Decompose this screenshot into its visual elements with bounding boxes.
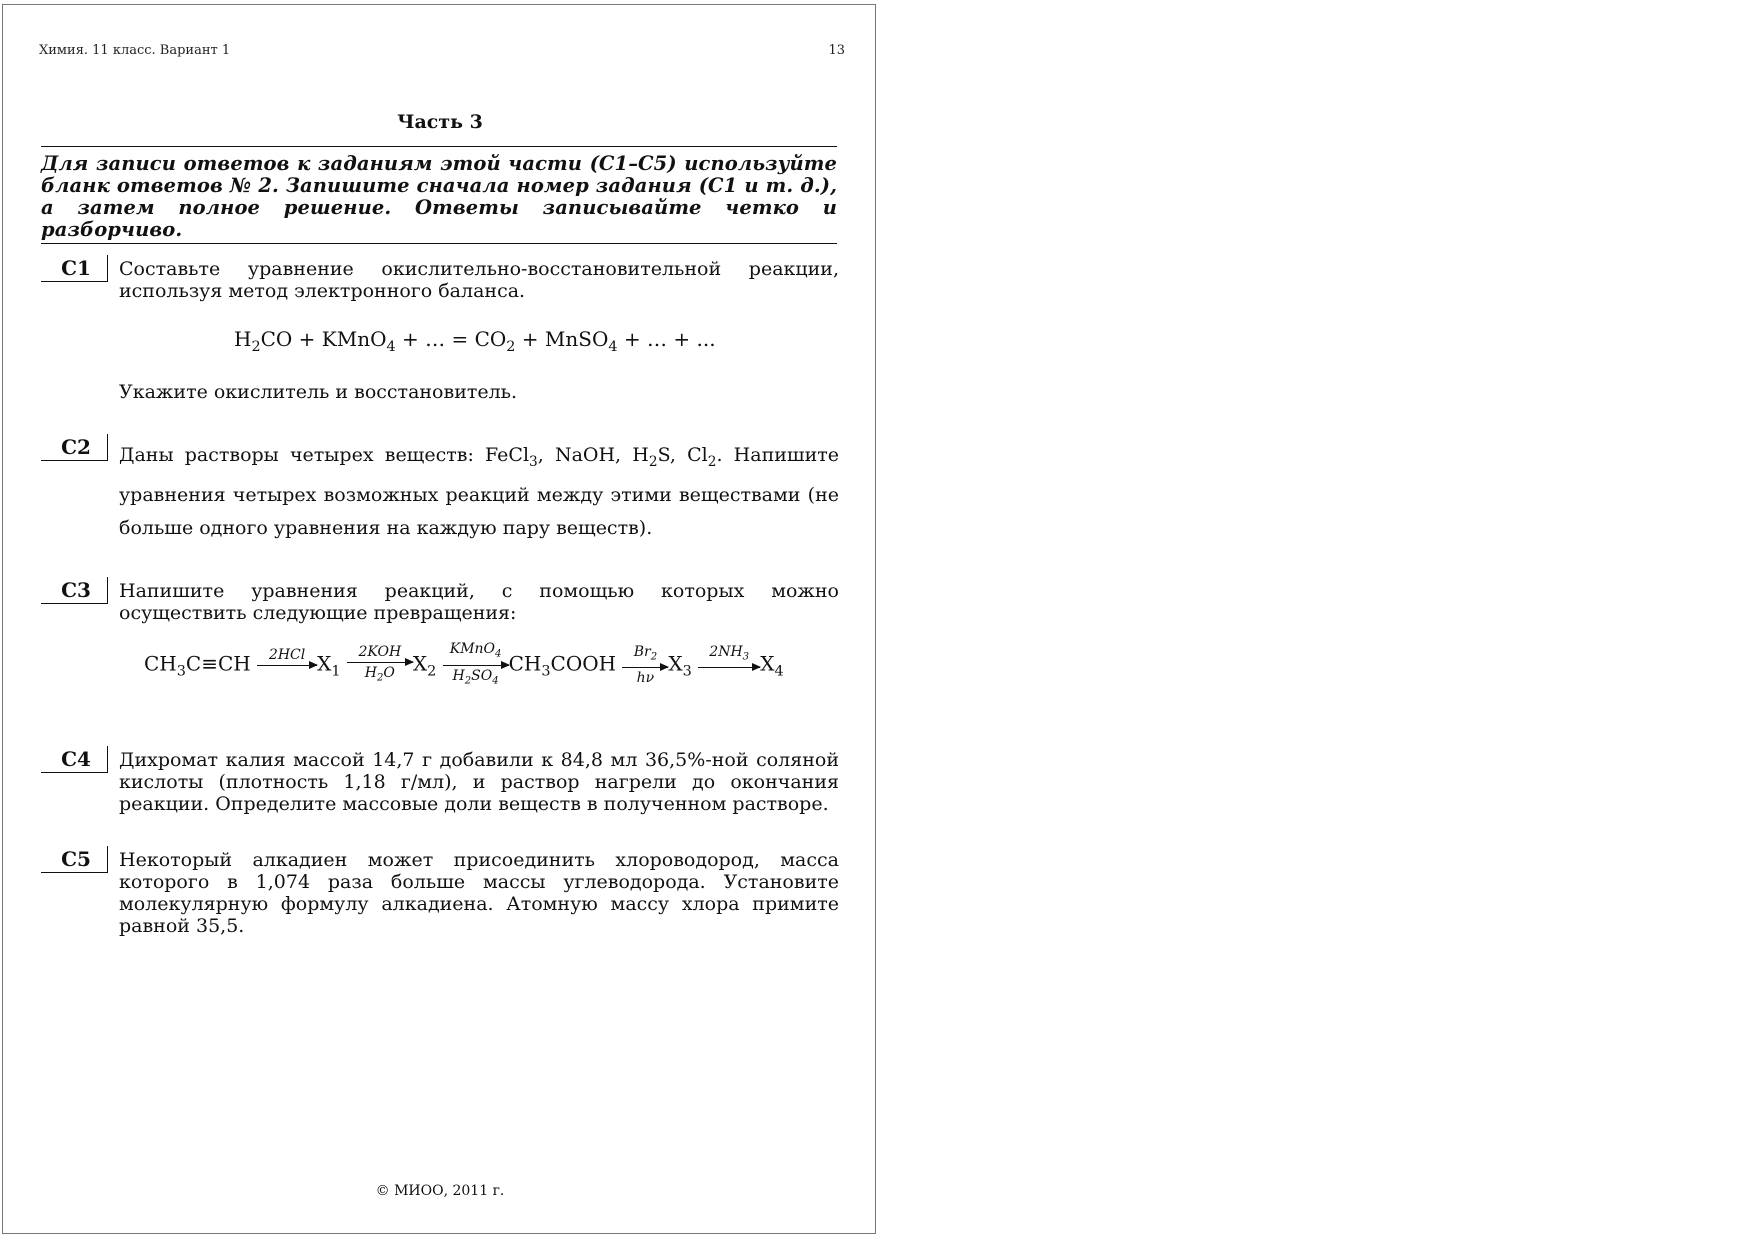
task-c1-note: Укажите окислитель и восстановитель. [119, 381, 518, 403]
arrow-kmno4: KMnO$_4$ $H_2SO_4$ [443, 641, 509, 689]
exam-page [2, 4, 876, 1234]
instructions-bottom-rule [41, 243, 837, 244]
instructions-line-4: разборчиво. [41, 218, 183, 241]
task-c5-text: Некоторый алкадиен может присоединить хлороводород, масса которого в 1,074 раза больше массы углеводорода. Установите молекулярную формулу алкадиена. Атомную массу хлора примите равной 35,5. [119, 849, 839, 937]
instructions-line-2: бланк ответов № 2. Запишите сначала номер задания (С1 и т. д.), [41, 174, 837, 197]
task-label-c4: С4 [41, 746, 108, 773]
task-c1-equation: $H_2CO$ + KMnO$_4$ + … = $CO_2$ + MnSO$_4$ + … + ... [234, 327, 716, 356]
task-c3-text: Напишите уравнения реакций, с помощью которых можно осуществить следующие превращения: [119, 580, 839, 624]
instructions-line-1: Для записи ответов к заданиям этой части (С1–С5) используйте [41, 152, 837, 175]
instructions-top-rule [41, 146, 837, 147]
task-label-c2: С2 [41, 434, 108, 461]
task-label-c5: С5 [41, 846, 108, 873]
page-number: 13 [828, 43, 845, 58]
arrow-koh: 2KOH $H_2O$ [347, 644, 413, 687]
instructions-line-3: а затем полное решение. Ответы записывайте четко и [41, 196, 837, 219]
arrow-br2: $\frac{Br_2}{h\nu}$ [622, 644, 668, 687]
arrow-nh3: $2NH_3$ [698, 644, 760, 687]
task-label-c1: С1 [41, 255, 108, 282]
task-c2-text: Даны растворы четырех веществ: FeCl$_3$, NaOH, $H_2S$, $Cl_2$. Напишите уравнения четырех возможных реакций между этими веществами (не больше одного уравнения на каждую пару веществ). [119, 444, 839, 539]
instructions [41, 153, 837, 241]
task-label-c3: С3 [41, 577, 108, 604]
task-c1-text: Составьте уравнение окислительно-восстановительной реакции, используя метод электронного баланса. [119, 258, 839, 302]
task-c3-chain: $CH_3C\equiv CH$ 2HCl $X_1$ 2KOH $H_2O$ $X_2$ KMnO$_4$ $H_2SO_4$ $CH_3COOH$ $\frac{Br_2}{h\nu}$ $X_3$ $2NH_3$ $X_4$ [144, 641, 784, 689]
footer-copyright: © МИОО, 2011 г. [375, 1183, 505, 1199]
task-c4-text: Дихромат калия массой 14,7 г добавили к 84,8 мл 36,5%-ной соляной кислоты (плотность 1,18 г/мл), и раствор нагрели до окончания реакции. Определите массовые доли веществ в полученном растворе. [119, 749, 839, 815]
arrow-hcl: 2HCl [257, 647, 317, 684]
part-title: Часть 3 [397, 111, 483, 133]
running-header: Химия. 11 класс. Вариант 1 [39, 43, 231, 58]
